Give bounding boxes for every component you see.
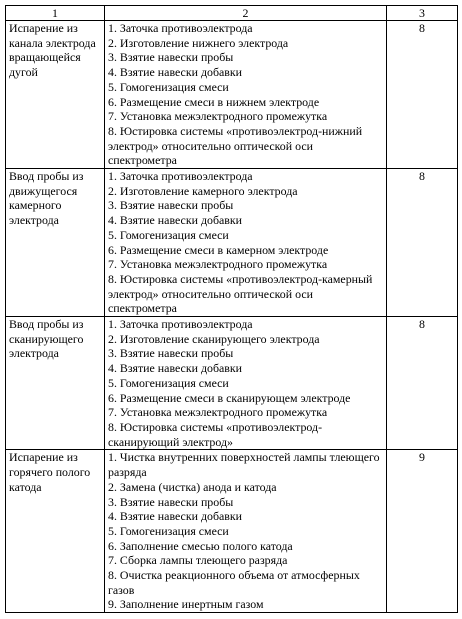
step-item: 8. Юстировка системы «противоэлектрод-камерный электрод» относительно оптической оси спектрометра — [108, 271, 373, 316]
step-item: 1. Чистка внутренних поверхностей лампы тлеющего разряда — [108, 450, 380, 480]
step-item: 5. Гомогенизация смеси — [108, 523, 229, 538]
step-item: 8. Очистка реакционного объема от атмосферных газов — [108, 568, 360, 597]
step-item: 7. Установка межэлектродного промежутка — [108, 109, 328, 124]
step-item: 2. Изготовление сканирующего электрода — [108, 331, 320, 346]
step-item: 3. Взятие навески пробы — [108, 198, 234, 213]
step-item: 4. Взятие навески добавки — [108, 509, 243, 524]
table-header-row — [6, 6, 458, 21]
step-item: 9. Заполнение инертным газом — [108, 597, 264, 612]
step-item: 4. Взятие навески добавки — [108, 213, 243, 228]
table-row — [6, 450, 458, 613]
table-row — [6, 317, 458, 450]
step-item: 3. Взятие навески пробы — [108, 346, 234, 361]
step-item: 1. Заточка противоэлектрода — [108, 317, 253, 332]
table-row — [6, 169, 458, 317]
steps-cell — [105, 21, 387, 169]
column-header-1: 1 — [6, 6, 105, 21]
step-item: 5. Гомогенизация смеси — [108, 375, 229, 390]
step-item: 3. Взятие навески пробы — [108, 50, 234, 65]
step-item: 1. Заточка противоэлектрода — [108, 21, 253, 35]
steps-cell — [105, 317, 387, 450]
step-item: 3. Взятие навески пробы — [108, 494, 234, 509]
step-item: 4. Взятие навески добавки — [108, 65, 243, 80]
step-item: 4. Взятие навески добавки — [108, 361, 243, 376]
step-item: 8. Юстировка системы «противоэлектрод-нижний электрод» относительно оптической оси спектрометра — [108, 123, 363, 168]
method-cell: Испарение из горячего полого катода — [6, 450, 105, 613]
table-row — [6, 21, 458, 169]
step-item: 1. Заточка противоэлектрода — [108, 169, 253, 184]
column-header-3: 3 — [387, 6, 458, 21]
step-item: 7. Сборка лампы тлеющего разряда — [108, 553, 288, 568]
step-item: 5. Гомогенизация смеси — [108, 227, 229, 242]
method-cell: Ввод пробы из сканирующего электрода — [6, 317, 105, 450]
step-item: 2. Замена (чистка) анода и катода — [108, 479, 277, 494]
step-item: 5. Гомогенизация смеси — [108, 79, 229, 94]
step-item: 6. Размещение смеси в нижнем электроде — [108, 94, 320, 109]
steps-cell — [105, 450, 387, 613]
operation-count-cell: 8 — [387, 317, 458, 450]
step-item: 7. Установка межэлектродного промежутка — [108, 257, 328, 272]
step-item: 6. Размещение смеси в камерном электроде — [108, 242, 329, 257]
column-header-2: 2 — [105, 6, 387, 21]
operation-count-cell: 8 — [387, 21, 458, 169]
step-item: 2. Изготовление нижнего электрода — [108, 35, 289, 50]
steps-cell — [105, 169, 387, 317]
step-item: 8. Юстировка системы «противоэлектрод-сканирующий электрод» — [108, 419, 323, 449]
step-item: 6. Заполнение смесью полого катода — [108, 538, 293, 553]
operation-count-cell: 8 — [387, 169, 458, 317]
step-item: 6. Размещение смеси в сканирующем электроде — [108, 390, 351, 405]
step-item: 2. Изготовление камерного электрода — [108, 183, 298, 198]
method-cell: Испарение из канала электрода вращающейся дугой — [6, 21, 105, 169]
operation-count-cell: 9 — [387, 450, 458, 613]
step-item: 7. Установка межэлектродного промежутка — [108, 405, 328, 420]
method-cell: Ввод пробы из движущегося камерного электрода — [6, 169, 105, 317]
procedure-table — [5, 5, 458, 613]
